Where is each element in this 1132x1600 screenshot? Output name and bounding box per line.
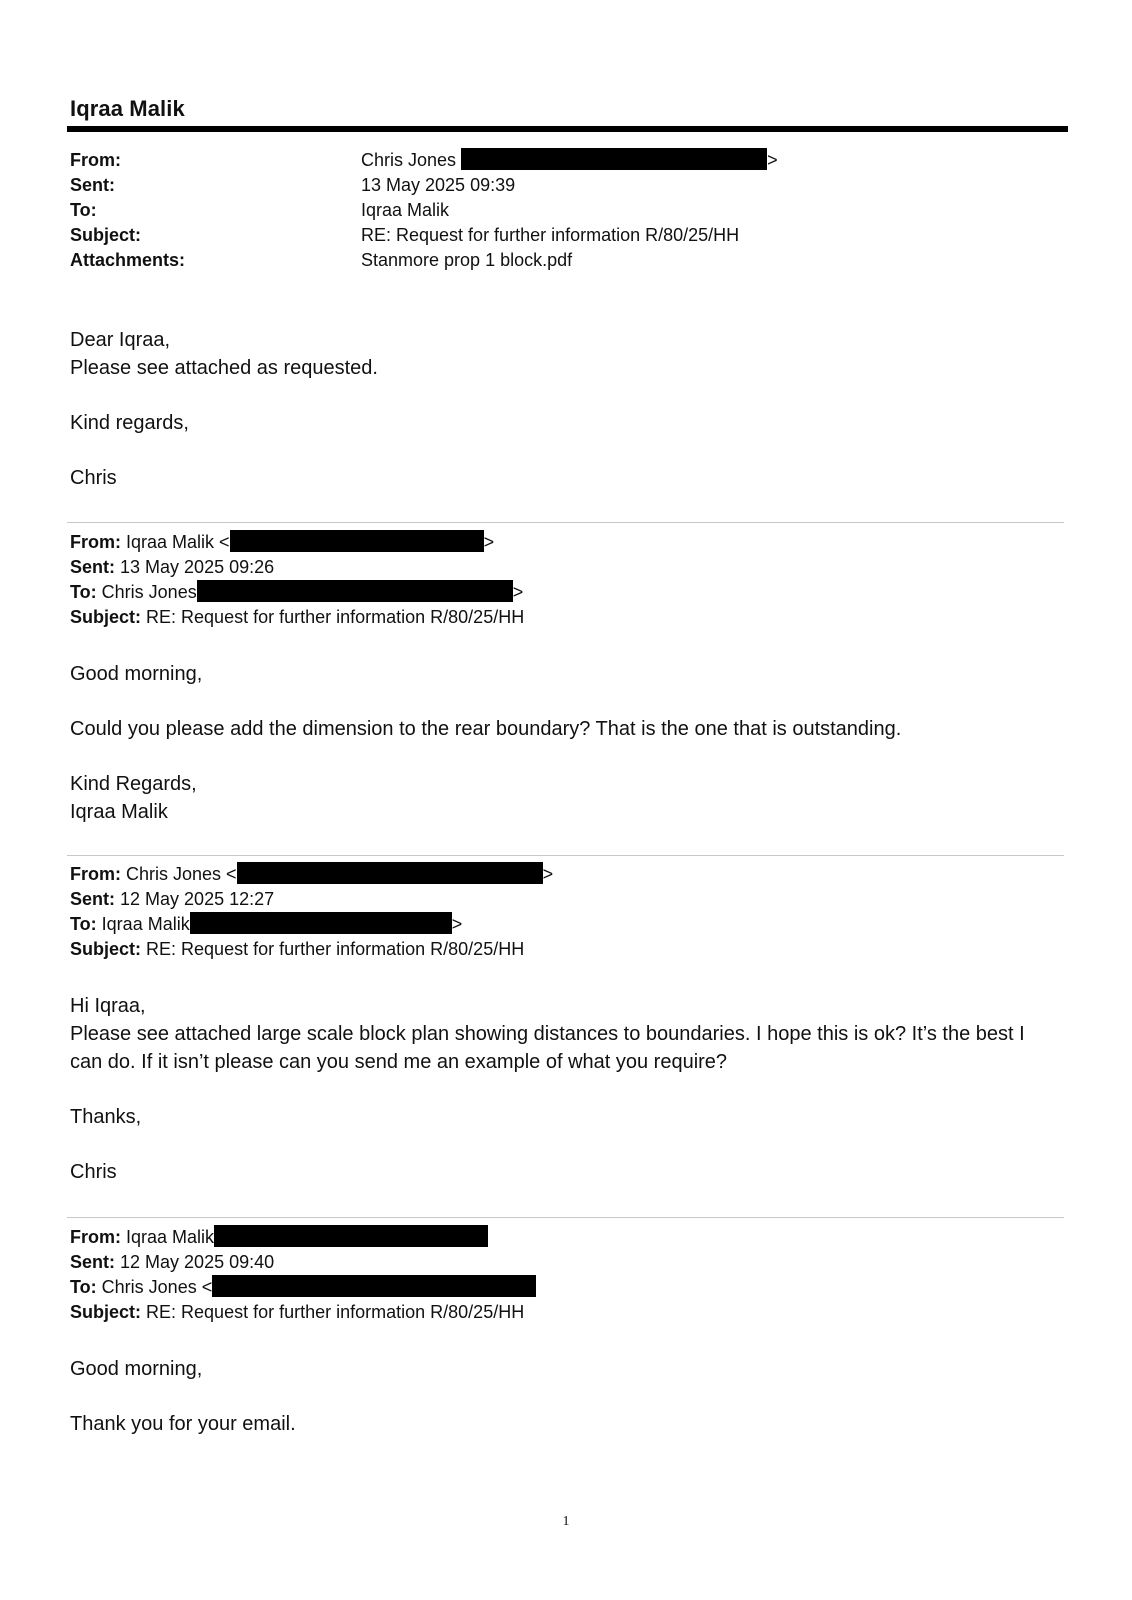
sent-label: Sent:	[70, 175, 115, 195]
page-number: 1	[562, 1514, 570, 1529]
document-author: Iqraa Malik	[70, 96, 185, 121]
quote-signature: Chris	[70, 1161, 117, 1183]
message-body: Please see attached as requested.	[70, 357, 378, 379]
quote-sent-label: Sent:	[70, 1252, 115, 1272]
quote-sent-value: 12 May 2025 09:40	[120, 1252, 275, 1272]
redaction-bar	[461, 148, 767, 170]
quote-sent-label: Sent:	[70, 889, 115, 909]
quote-sent-label: Sent:	[70, 557, 115, 577]
message-separator	[67, 855, 1064, 856]
quote-to-suffix: >	[512, 582, 524, 602]
quote-subject	[70, 937, 524, 962]
attachment-file[interactable]: Stanmore prop 1 block.pdf	[361, 250, 573, 270]
quote-greeting: Good morning,	[70, 663, 203, 685]
quote-subject-value: RE: Request for further information R/80/25/HH	[146, 607, 525, 627]
quote-sent	[70, 555, 274, 580]
message-greeting: Dear Iqraa,	[70, 329, 171, 351]
to-value: Iqraa Malik	[361, 200, 450, 220]
quote-from-suffix: >	[542, 864, 554, 884]
redaction-bar	[190, 912, 452, 934]
quote-to-label: To:	[70, 1277, 97, 1297]
redaction-bar	[197, 580, 513, 602]
quote-subject-label: Subject:	[70, 939, 142, 959]
message-signoff: Kind regards,	[70, 412, 189, 434]
from-name: Chris Jones	[361, 150, 457, 170]
attachments-label: Attachments:	[70, 250, 186, 270]
from-value	[361, 148, 778, 173]
title-rule	[67, 126, 1068, 132]
quote-sent	[70, 1250, 274, 1275]
redaction-bar	[237, 862, 543, 884]
quote-to	[70, 912, 462, 937]
to-label: To:	[70, 200, 97, 220]
quote-from-name: Iqraa Malik <	[126, 532, 230, 552]
quote-to-name: Chris Jones	[101, 582, 197, 602]
quote-subject-value: RE: Request for further information R/80/25/HH	[146, 939, 525, 959]
redaction-bar	[230, 530, 484, 552]
quote-subject-value: RE: Request for further information R/80/25/HH	[146, 1302, 525, 1322]
redaction-bar	[212, 1275, 536, 1297]
quote-to-label: To:	[70, 582, 97, 602]
quote-to-suffix: >	[451, 914, 463, 934]
quote-signoff: Thanks,	[70, 1106, 142, 1128]
quote-from-label: From:	[70, 1227, 121, 1247]
from-suffix: >	[767, 150, 778, 170]
quote-signoff: Kind Regards,	[70, 773, 197, 795]
subject-value: RE: Request for further information R/80/25/HH	[361, 225, 740, 245]
message-signature: Chris	[70, 467, 117, 489]
quote-from-name: Chris Jones <	[126, 864, 237, 884]
message-separator	[67, 522, 1064, 523]
quote-body: can do. If it isn’t please can you send me an example of what you require?	[70, 1051, 728, 1073]
quote-from-suffix: >	[483, 532, 495, 552]
quote-from-name: Iqraa Malik	[126, 1227, 215, 1247]
quote-signature: Iqraa Malik	[70, 801, 168, 823]
quote-from	[70, 1225, 488, 1250]
quote-from-label: From:	[70, 532, 121, 552]
redaction-bar	[214, 1225, 488, 1247]
quote-body: Thank you for your email.	[70, 1413, 296, 1435]
quote-subject-label: Subject:	[70, 1302, 142, 1322]
from-label: From:	[70, 150, 121, 170]
quote-to-name: Chris Jones <	[101, 1277, 213, 1297]
quote-from	[70, 862, 553, 887]
quote-to	[70, 1275, 536, 1300]
quote-body: Could you please add the dimension to the rear boundary? That is the one that is outstanding.	[70, 718, 902, 740]
quote-from	[70, 530, 494, 555]
quote-to	[70, 580, 523, 605]
quote-sent-value: 13 May 2025 09:26	[120, 557, 275, 577]
quote-from-label: From:	[70, 864, 121, 884]
quote-body: Please see attached large scale block plan showing distances to boundaries. I hope this is ok? It’s the best I	[70, 1023, 1025, 1045]
quote-greeting: Hi Iqraa,	[70, 995, 146, 1017]
quote-sent	[70, 887, 274, 912]
quote-subject	[70, 605, 524, 630]
quote-to-name: Iqraa Malik	[101, 914, 190, 934]
subject-label: Subject:	[70, 225, 142, 245]
message-separator	[67, 1217, 1064, 1218]
sent-value: 13 May 2025 09:39	[361, 175, 516, 195]
quote-greeting: Good morning,	[70, 1358, 203, 1380]
quote-to-label: To:	[70, 914, 97, 934]
quote-sent-value: 12 May 2025 12:27	[120, 889, 275, 909]
quote-subject-label: Subject:	[70, 607, 142, 627]
quote-subject	[70, 1300, 524, 1325]
